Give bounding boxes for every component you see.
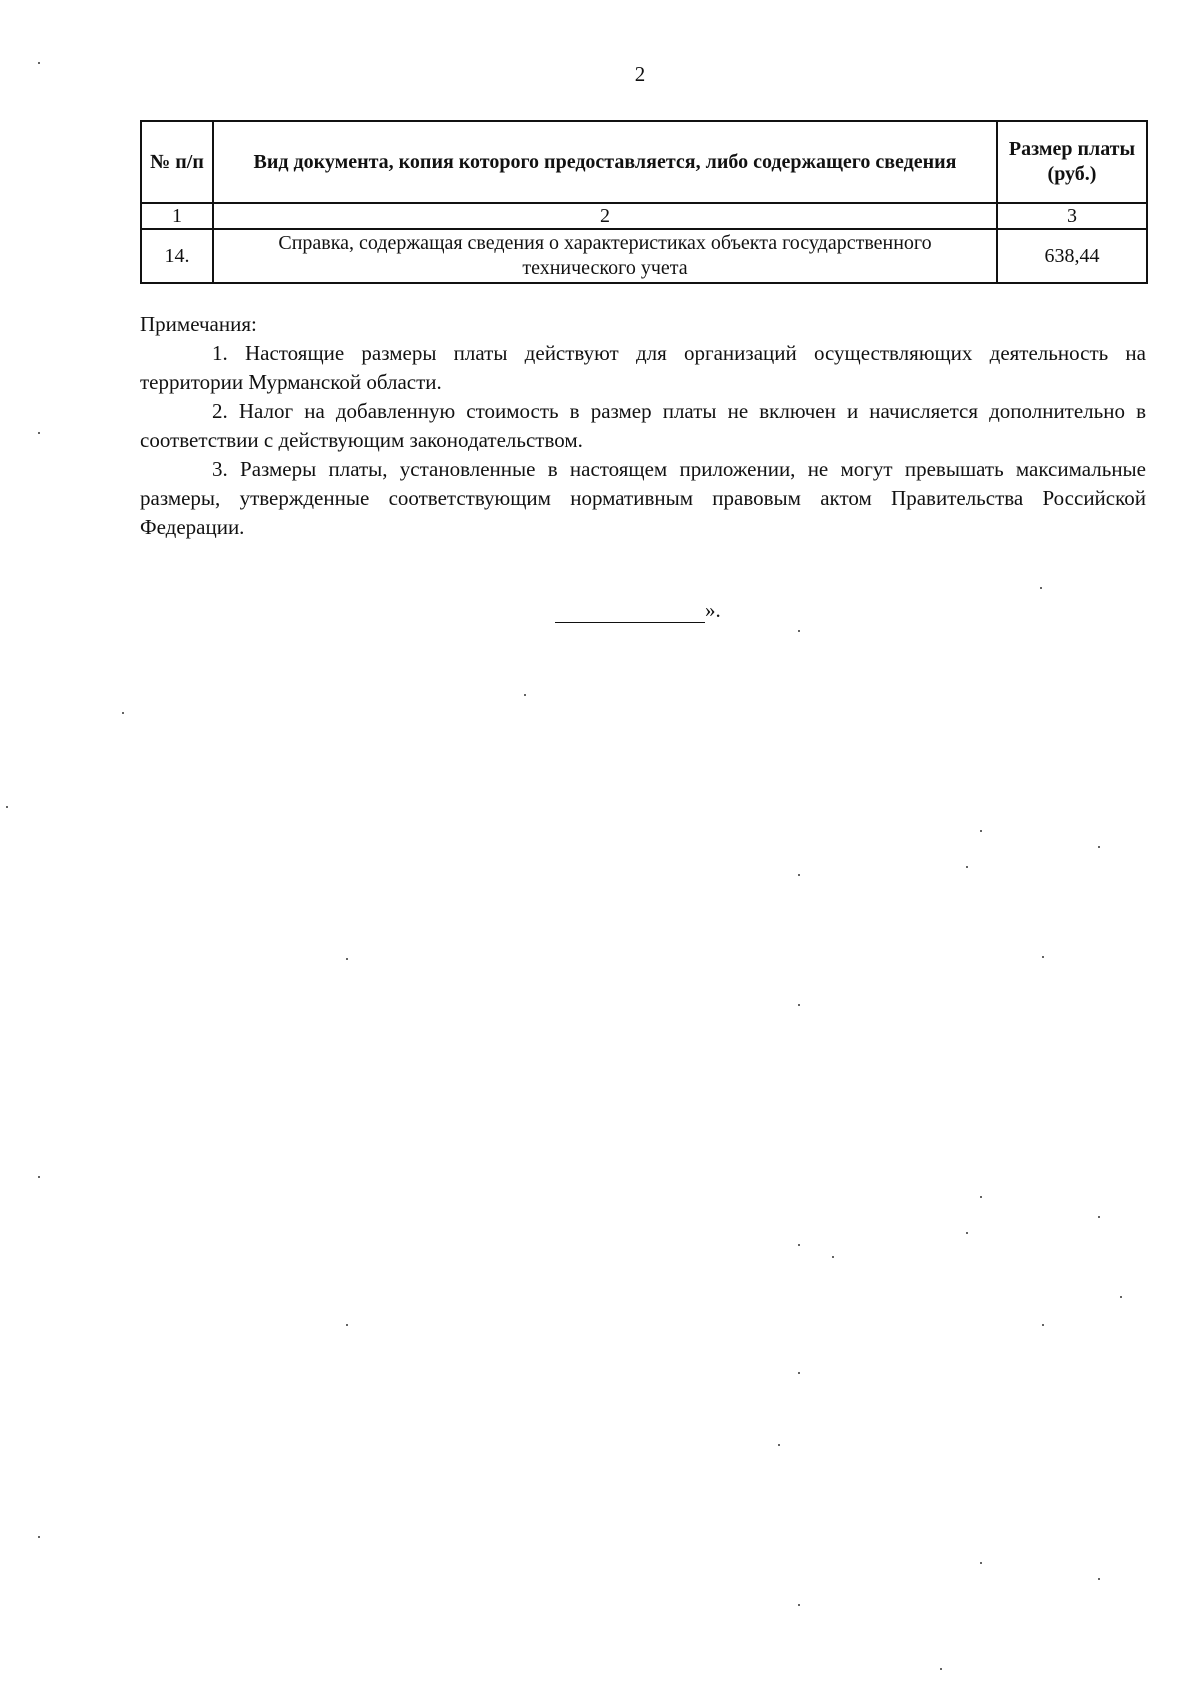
header-number: № п/п (141, 121, 213, 203)
closing-mark (555, 598, 721, 623)
column-index: 3 (997, 203, 1147, 229)
row-number: 14. (141, 229, 213, 283)
column-index: 1 (141, 203, 213, 229)
column-index: 2 (213, 203, 997, 229)
row-fee: 638,44 (997, 229, 1147, 283)
column-index-row (141, 203, 1147, 229)
fee-table (140, 120, 1148, 284)
note-item-1: 1. Настоящие размеры платы действуют для организаций осуществляющих деятельность на территории Мурманской области. (140, 341, 1146, 394)
signature-blank-line (555, 602, 705, 623)
header-fee: Размер платы (руб.) (997, 121, 1147, 203)
notes-heading: Примечания: (140, 312, 257, 336)
table-row (141, 229, 1147, 283)
header-document-type: Вид документа, копия которого предоставляется, либо содержащего сведения (213, 121, 997, 203)
note-item-3: 3. Размеры платы, установленные в настоящем приложении, не могут превышать максимальные размеры, утвержденные соответствующим нормативным правовым актом Правительства Российской Федерации. (140, 457, 1146, 539)
closing-quote: ». (705, 598, 721, 622)
note-item-2: 2. Налог на добавленную стоимость в размер платы не включен и начисляется дополнительно в соответствии с действующим законодательством. (140, 399, 1146, 452)
row-document-type: Справка, содержащая сведения о характеристиках объекта государственного технического учета (213, 229, 997, 283)
table-header-row (141, 121, 1147, 203)
page-number: 2 (634, 62, 646, 86)
notes-section (140, 310, 1146, 542)
